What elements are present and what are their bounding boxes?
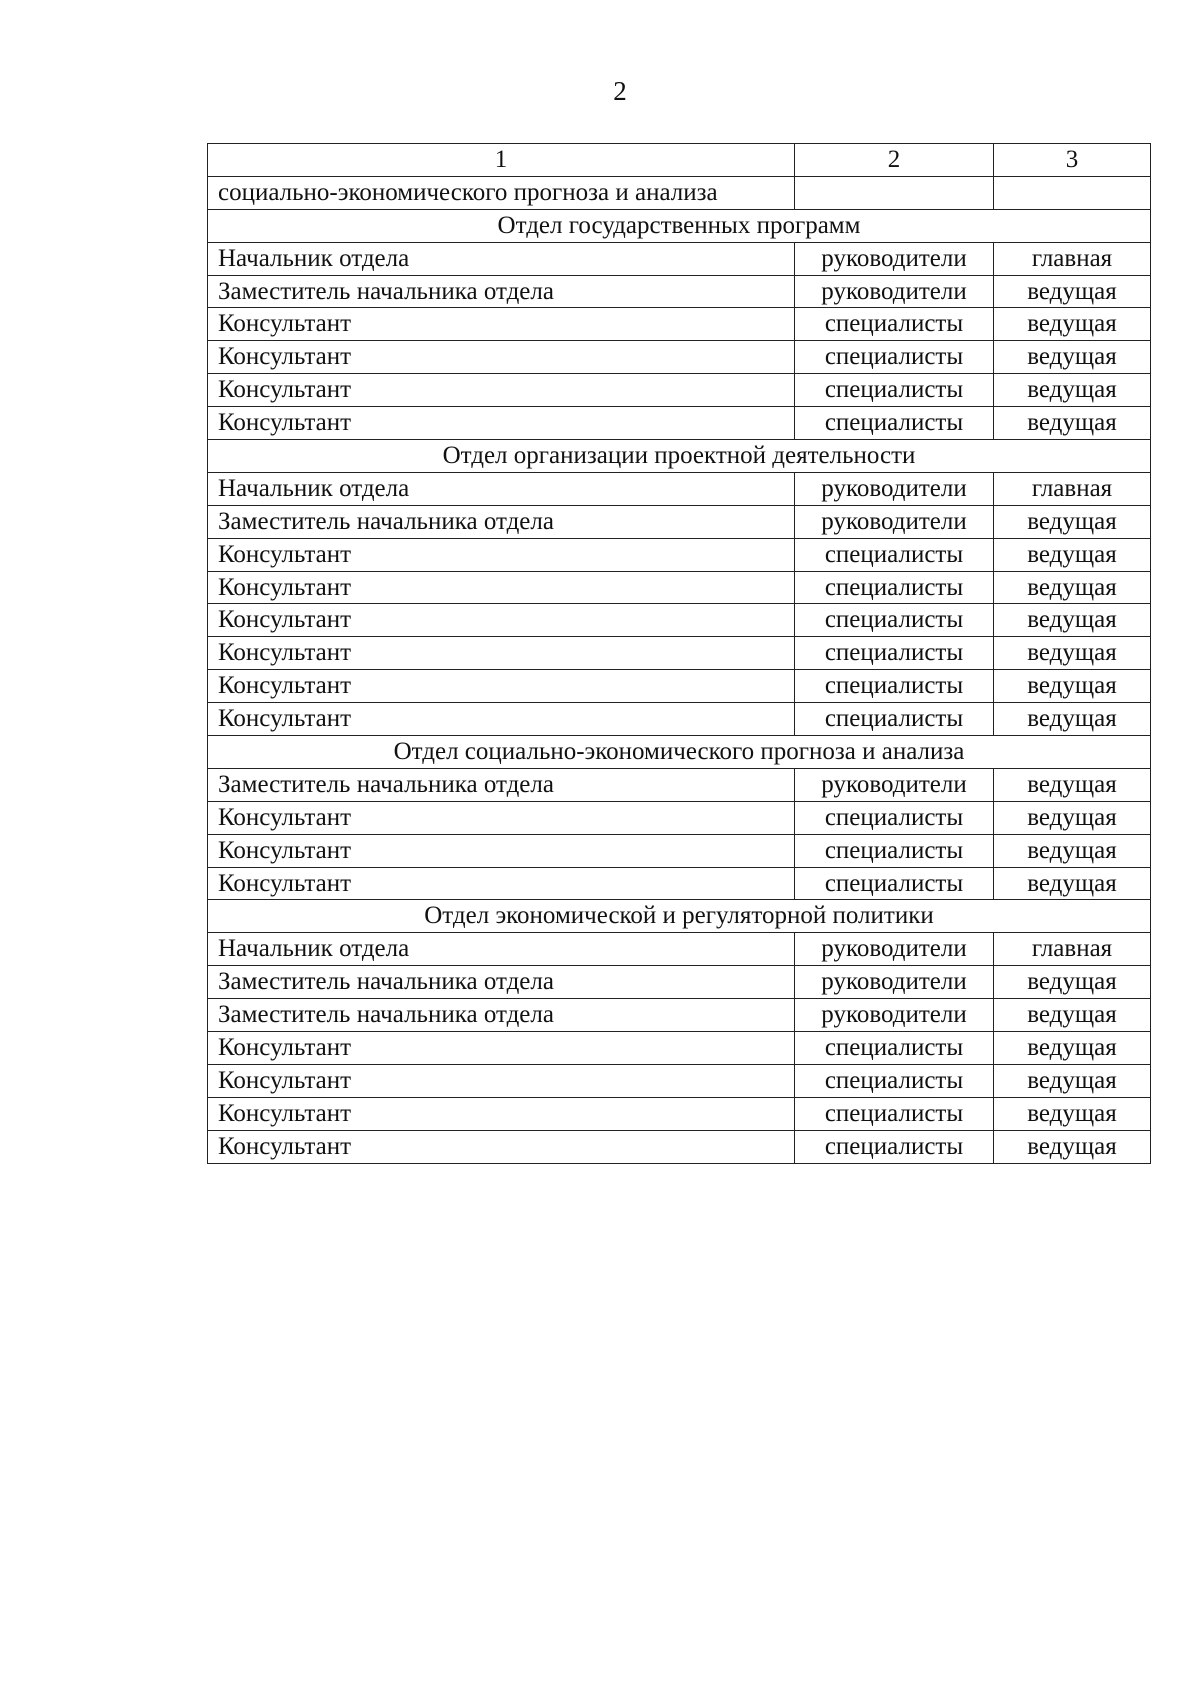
category-cell: руководители — [795, 505, 994, 538]
category-cell: специалисты — [795, 637, 994, 670]
group-cell: ведущая — [994, 801, 1151, 834]
table-row — [208, 834, 1151, 867]
category-cell: специалисты — [795, 1064, 994, 1097]
table-row — [208, 308, 1151, 341]
position-cell: Начальник отдела — [208, 242, 795, 275]
category-cell: руководители — [795, 966, 994, 999]
section-header-row — [208, 440, 1151, 473]
position-cell: Консультант — [208, 1097, 795, 1130]
positions-table-body — [208, 144, 1151, 1164]
column-number-row — [208, 144, 1151, 177]
position-cell: Консультант — [208, 341, 795, 374]
table-row — [208, 472, 1151, 505]
table-row — [208, 242, 1151, 275]
category-cell: руководители — [795, 768, 994, 801]
column-number-3: 3 — [994, 144, 1151, 177]
category-cell: специалисты — [795, 703, 994, 736]
column-number-2: 2 — [795, 144, 994, 177]
position-cell: Консультант — [208, 637, 795, 670]
table-row — [208, 275, 1151, 308]
category-cell: руководители — [795, 999, 994, 1032]
table-row — [208, 999, 1151, 1032]
category-cell: руководители — [795, 242, 994, 275]
position-cell: Заместитель начальника отдела — [208, 999, 795, 1032]
category-cell: руководители — [795, 933, 994, 966]
section-title: Отдел социально-экономического прогноза и анализа — [208, 736, 1151, 769]
category-cell: специалисты — [795, 801, 994, 834]
position-cell: Начальник отдела — [208, 472, 795, 505]
category-cell: специалисты — [795, 1032, 994, 1065]
group-cell: ведущая — [994, 341, 1151, 374]
table-row — [208, 538, 1151, 571]
group-cell: ведущая — [994, 768, 1151, 801]
category-cell: специалисты — [795, 341, 994, 374]
group-cell: ведущая — [994, 1130, 1151, 1163]
position-cell: Консультант — [208, 1064, 795, 1097]
position-cell: Консультант — [208, 374, 795, 407]
table-row — [208, 505, 1151, 538]
section-header-row — [208, 900, 1151, 933]
table-row — [208, 1032, 1151, 1065]
group-cell: ведущая — [994, 999, 1151, 1032]
category-cell: руководители — [795, 275, 994, 308]
position-cell: Заместитель начальника отдела — [208, 768, 795, 801]
table-row — [208, 1097, 1151, 1130]
table-row — [208, 341, 1151, 374]
table-row — [208, 407, 1151, 440]
table-row — [208, 374, 1151, 407]
group-cell: ведущая — [994, 834, 1151, 867]
category-cell: специалисты — [795, 867, 994, 900]
column-number-1: 1 — [208, 144, 795, 177]
section-title: Отдел экономической и регуляторной политики — [208, 900, 1151, 933]
group-cell: ведущая — [994, 505, 1151, 538]
group-cell: ведущая — [994, 407, 1151, 440]
positions-table — [207, 143, 1151, 1164]
table-row — [208, 571, 1151, 604]
group-cell: ведущая — [994, 571, 1151, 604]
category-cell: специалисты — [795, 670, 994, 703]
table-row — [208, 768, 1151, 801]
section-title: Отдел организации проектной деятельности — [208, 440, 1151, 473]
empty-cell — [994, 176, 1151, 209]
category-cell: специалисты — [795, 538, 994, 571]
position-cell: Консультант — [208, 604, 795, 637]
category-cell: специалисты — [795, 1097, 994, 1130]
table-row — [208, 670, 1151, 703]
category-cell: специалисты — [795, 604, 994, 637]
section-title: Отдел государственных программ — [208, 209, 1151, 242]
table-row — [208, 867, 1151, 900]
category-cell: специалисты — [795, 834, 994, 867]
table-row — [208, 801, 1151, 834]
group-cell: ведущая — [994, 308, 1151, 341]
group-cell: главная — [994, 472, 1151, 505]
table-row — [208, 1130, 1151, 1163]
continuation-row — [208, 176, 1151, 209]
position-cell: Консультант — [208, 407, 795, 440]
table-row — [208, 703, 1151, 736]
group-cell: главная — [994, 242, 1151, 275]
group-cell: ведущая — [994, 637, 1151, 670]
section-header-row — [208, 209, 1151, 242]
empty-cell — [795, 176, 994, 209]
table-row — [208, 604, 1151, 637]
group-cell: ведущая — [994, 670, 1151, 703]
position-cell: Консультант — [208, 1032, 795, 1065]
table-row — [208, 1064, 1151, 1097]
position-cell: Заместитель начальника отдела — [208, 966, 795, 999]
position-cell: Консультант — [208, 308, 795, 341]
group-cell: главная — [994, 933, 1151, 966]
group-cell: ведущая — [994, 966, 1151, 999]
position-cell: Консультант — [208, 703, 795, 736]
page-number: 2 — [613, 76, 627, 106]
category-cell: руководители — [795, 472, 994, 505]
group-cell: ведущая — [994, 1097, 1151, 1130]
group-cell: ведущая — [994, 1064, 1151, 1097]
position-cell: Начальник отдела — [208, 933, 795, 966]
group-cell: ведущая — [994, 374, 1151, 407]
group-cell: ведущая — [994, 604, 1151, 637]
position-cell: Консультант — [208, 538, 795, 571]
category-cell: специалисты — [795, 571, 994, 604]
group-cell: ведущая — [994, 867, 1151, 900]
category-cell: специалисты — [795, 308, 994, 341]
table-row — [208, 637, 1151, 670]
section-header-row — [208, 736, 1151, 769]
position-cell: Консультант — [208, 571, 795, 604]
group-cell: ведущая — [994, 538, 1151, 571]
group-cell: ведущая — [994, 703, 1151, 736]
position-cell: Консультант — [208, 867, 795, 900]
category-cell: специалисты — [795, 374, 994, 407]
table-row — [208, 966, 1151, 999]
category-cell: специалисты — [795, 407, 994, 440]
group-cell: ведущая — [994, 1032, 1151, 1065]
continuation-label: социально-экономического прогноза и анализа — [208, 176, 795, 209]
position-cell: Консультант — [208, 670, 795, 703]
table-row — [208, 933, 1151, 966]
category-cell: специалисты — [795, 1130, 994, 1163]
group-cell: ведущая — [994, 275, 1151, 308]
position-cell: Заместитель начальника отдела — [208, 275, 795, 308]
position-cell: Консультант — [208, 1130, 795, 1163]
position-cell: Заместитель начальника отдела — [208, 505, 795, 538]
position-cell: Консультант — [208, 834, 795, 867]
position-cell: Консультант — [208, 801, 795, 834]
